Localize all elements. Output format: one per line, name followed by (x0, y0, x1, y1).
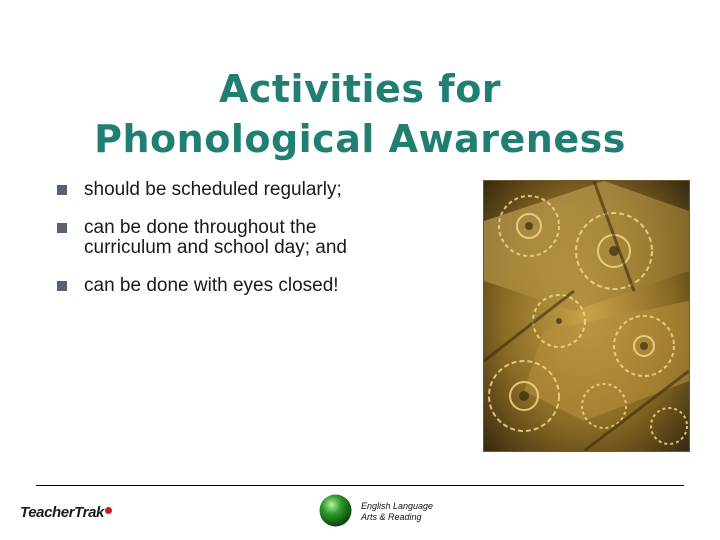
bullet-text: can be done with eyes closed! (84, 275, 339, 296)
bullet-item (57, 276, 457, 296)
clockwork-gears-photo (483, 180, 690, 452)
title-line-2: Phonological Awareness (94, 117, 626, 161)
logo-text: TeacherTrak (20, 504, 104, 521)
square-bullet-icon (57, 185, 67, 195)
bullet-item (57, 180, 457, 200)
teachertrak-logo (20, 504, 112, 521)
slide-title (0, 64, 720, 164)
subject-line-2: Arts & Reading (361, 512, 422, 522)
footer-divider (36, 485, 684, 486)
registered-mark-icon (105, 507, 112, 514)
bullet-list (57, 180, 457, 314)
bullet-text: should be scheduled regularly; (84, 179, 342, 200)
square-bullet-icon (57, 281, 67, 291)
bullet-text-continued: curriculum and school day; and (84, 237, 347, 258)
subject-line-1: English Language (361, 501, 434, 511)
square-bullet-icon (57, 223, 67, 233)
bullet-item (57, 218, 457, 258)
green-orb-icon (319, 494, 352, 527)
title-line-1: Activities for (218, 67, 502, 111)
subject-label (361, 501, 433, 523)
bullet-text: can be done throughout the (84, 217, 317, 238)
